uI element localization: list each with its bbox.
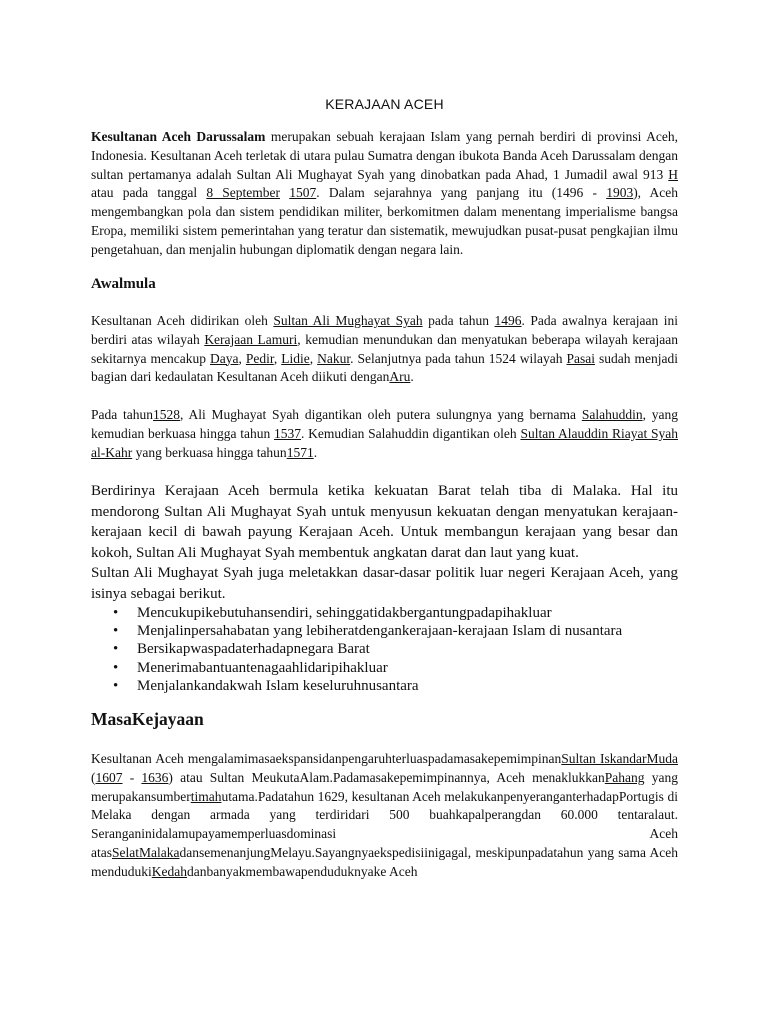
link-salahuddin[interactable]: Salahuddin	[581, 407, 643, 422]
text: . Pada awalnya kerajaan ini berdiri atas wilayah	[91, 313, 679, 347]
link-nakur[interactable]: Nakur	[317, 350, 351, 366]
link-1636[interactable]: 1636	[141, 769, 169, 785]
berdirinya-paragraph-2: Sultan Ali Mughayat Syah juga meletakkan dasar-dasar politik luar negeri Kerajaan Aceh, yang isinya sebagai berikut.	[91, 565, 678, 602]
heading-masa-kejayaan: MasaKejayaan	[91, 709, 204, 729]
text: . Selanjutnya pada tahun 1524 wilayah	[350, 350, 567, 366]
list-item	[113, 677, 622, 695]
text: ) atau Sultan MeukutaAlam.Padamasakepemimpinannya, Aceh menaklukkan	[168, 769, 605, 785]
intro-text: merupakan sebuah kerajaan Islam yang pernah berdiri di provinsi Aceh, Indonesia. Kesultanan Aceh terletak di utara pulau Sumatra dengan ibukota Banda Aceh Darussalam dengan sultan pertamanya adalah Sultan Ali Mughayat Syah yang dinobatkan pada Ahad, 1 Jumadil awal 913	[91, 129, 678, 182]
text: .	[410, 369, 414, 385]
list-item-text: Menerimabantuantenagaahlidaripihakluar	[137, 659, 388, 676]
link-kerajaan-lamuri[interactable]: Kerajaan Lamuri	[204, 331, 298, 347]
awalmula-paragraph-1	[91, 312, 678, 387]
heading-awalmula: Awalmula	[91, 276, 156, 292]
text: (	[91, 769, 96, 785]
link-aru[interactable]: Aru	[389, 369, 411, 385]
intro-text: . Dalam sejarahnya yang panjang itu (1496 -	[316, 185, 607, 201]
link-8-september[interactable]: 8 September	[206, 185, 281, 201]
masa-kejayaan-paragraph	[91, 750, 678, 882]
list-item-text: Bersikapwaspadaterhadapnegara Barat	[137, 641, 370, 658]
link-1507[interactable]: 1507	[289, 185, 317, 201]
text: ,	[273, 350, 282, 366]
bullet-icon: •	[113, 659, 119, 676]
intro-text: atau pada tanggal	[91, 185, 207, 201]
text: , Ali Mughayat Syah digantikan oleh putera sulungnya yang bernama	[180, 407, 582, 422]
list-item	[113, 622, 622, 640]
intro-bold-lead: Kesultanan Aceh Darussalam	[91, 129, 266, 144]
link-kedah[interactable]: Kedah	[151, 863, 187, 879]
bullet-icon: •	[113, 605, 119, 621]
link-1496[interactable]: 1496	[494, 313, 522, 328]
berdirinya-paragraph-1: Berdirinya Kerajaan Aceh bermula ketika kekuatan Barat telah tiba di Malaka. Hal itu mendorong Sultan Ali Mughayat Syah untuk menyusun kekuatan dengan menyatukan kerajaan-kerajaan kecil di bawah payung Kerajaan Aceh. Untuk membangun kerajaan yang besar dan kokoh, Sultan Ali Mughayat Syah membentuk angkatan darat dan laut yang kuat.	[91, 483, 678, 561]
text: dansemenanjungMelayu.Sayangnyaekspedisiinigagal, meskipunpadatahun yang sama Aceh menduduki	[91, 844, 678, 879]
link-1537[interactable]: 1537	[274, 425, 302, 441]
politik-bullet-list	[113, 604, 622, 695]
bullet-icon: •	[113, 677, 119, 694]
list-item	[113, 659, 622, 677]
text: , yang kemudian berkuasa hingga tahun	[91, 407, 678, 441]
text: -	[122, 769, 142, 785]
text: , kemudian menundukan dan menyatukan beberapa wilayah kerajaan sekitarnya mencakup	[91, 331, 678, 366]
link-selat-malaka[interactable]: SelatMalaka	[112, 844, 180, 860]
list-item	[113, 640, 622, 658]
link-pedir[interactable]: Pedir	[245, 350, 274, 366]
text: yang berkuasa hingga tahun	[132, 444, 287, 460]
list-item-text: Menjalankandakwah Islam keseluruhnusantara	[137, 677, 419, 694]
text: pada tahun	[422, 313, 495, 328]
link-sultan-iskandar-muda[interactable]: Sultan IskandarMuda	[561, 751, 678, 766]
link-sultan-ali-mughayat-syah[interactable]: Sultan Ali Mughayat Syah	[273, 313, 423, 328]
link-1607[interactable]: 1607	[95, 769, 123, 785]
link-lidie[interactable]: Lidie	[281, 350, 310, 366]
text: Kesultanan Aceh didirikan oleh	[91, 313, 274, 328]
intro-text: ), Aceh mengembangkan pola dan sistem pendidikan militer, berkomitmen dalam menentang imperialisme bangsa Eropa, memiliki sistem pemerintahan yang teratur dan sistematik, mewujudkan pusat-pusat pengkajian ilmu pengetahuan, dan menjalin hubungan diplomatik dengan negara lain.	[91, 185, 679, 257]
text: Kesultanan Aceh mengalamimasaekspansidanpengaruhterluaspadamasakepemimpinan	[91, 751, 562, 766]
bullet-icon: •	[113, 641, 119, 658]
link-timah[interactable]: timah	[190, 788, 222, 804]
link-daya[interactable]: Daya	[209, 350, 239, 366]
awalmula-paragraph-2	[91, 406, 678, 462]
link-sultan-alauddin-riayat-syah-al-kahr[interactable]: Sultan Alauddin Riayat Syah al-Kahr	[91, 425, 678, 460]
link-1528[interactable]: 1528	[153, 407, 181, 422]
text: ,	[309, 350, 318, 366]
link-pahang[interactable]: Pahang	[604, 769, 645, 785]
text: yang merupakansumber	[91, 769, 678, 804]
text: danbanyakmembawapenduduknyake Aceh	[186, 863, 418, 879]
text: ,	[238, 350, 246, 366]
text: sudah menjadi bagian dari kedaulatan Kesultanan Aceh diikuti dengan	[91, 350, 679, 385]
list-item-text: Menjalinpersahabatan yang lebiheratdengankerajaan-kerajaan Islam di nusantara	[137, 623, 623, 640]
page-title: KERAJAAN ACEH	[325, 96, 444, 112]
text: .	[313, 444, 318, 460]
link-h[interactable]: H	[668, 166, 678, 182]
list-item-text: Mencukupikebutuhansendiri, sehinggatidakbergantungpadapihakluar	[137, 605, 552, 621]
list-item	[113, 604, 622, 622]
intro-paragraph	[91, 128, 678, 260]
link-1571[interactable]: 1571	[286, 444, 314, 460]
text: Pada tahun	[91, 407, 154, 422]
text: . Kemudian Salahuddin digantikan oleh	[301, 425, 521, 441]
link-1903[interactable]: 1903	[606, 185, 634, 201]
bullet-icon: •	[113, 623, 119, 640]
intro-text	[280, 185, 289, 200]
text: utama.Padatahun 1629, kesultanan Aceh melakukanpenyeranganterhadapPortugis di Melaka dengan armada yang terdiridari 500 buahkapalperangdan 60.000 tentaralaut. Seranganinidalamupayamemperluasdominasi Aceh atas	[91, 788, 678, 860]
link-pasai[interactable]: Pasai	[566, 350, 596, 366]
